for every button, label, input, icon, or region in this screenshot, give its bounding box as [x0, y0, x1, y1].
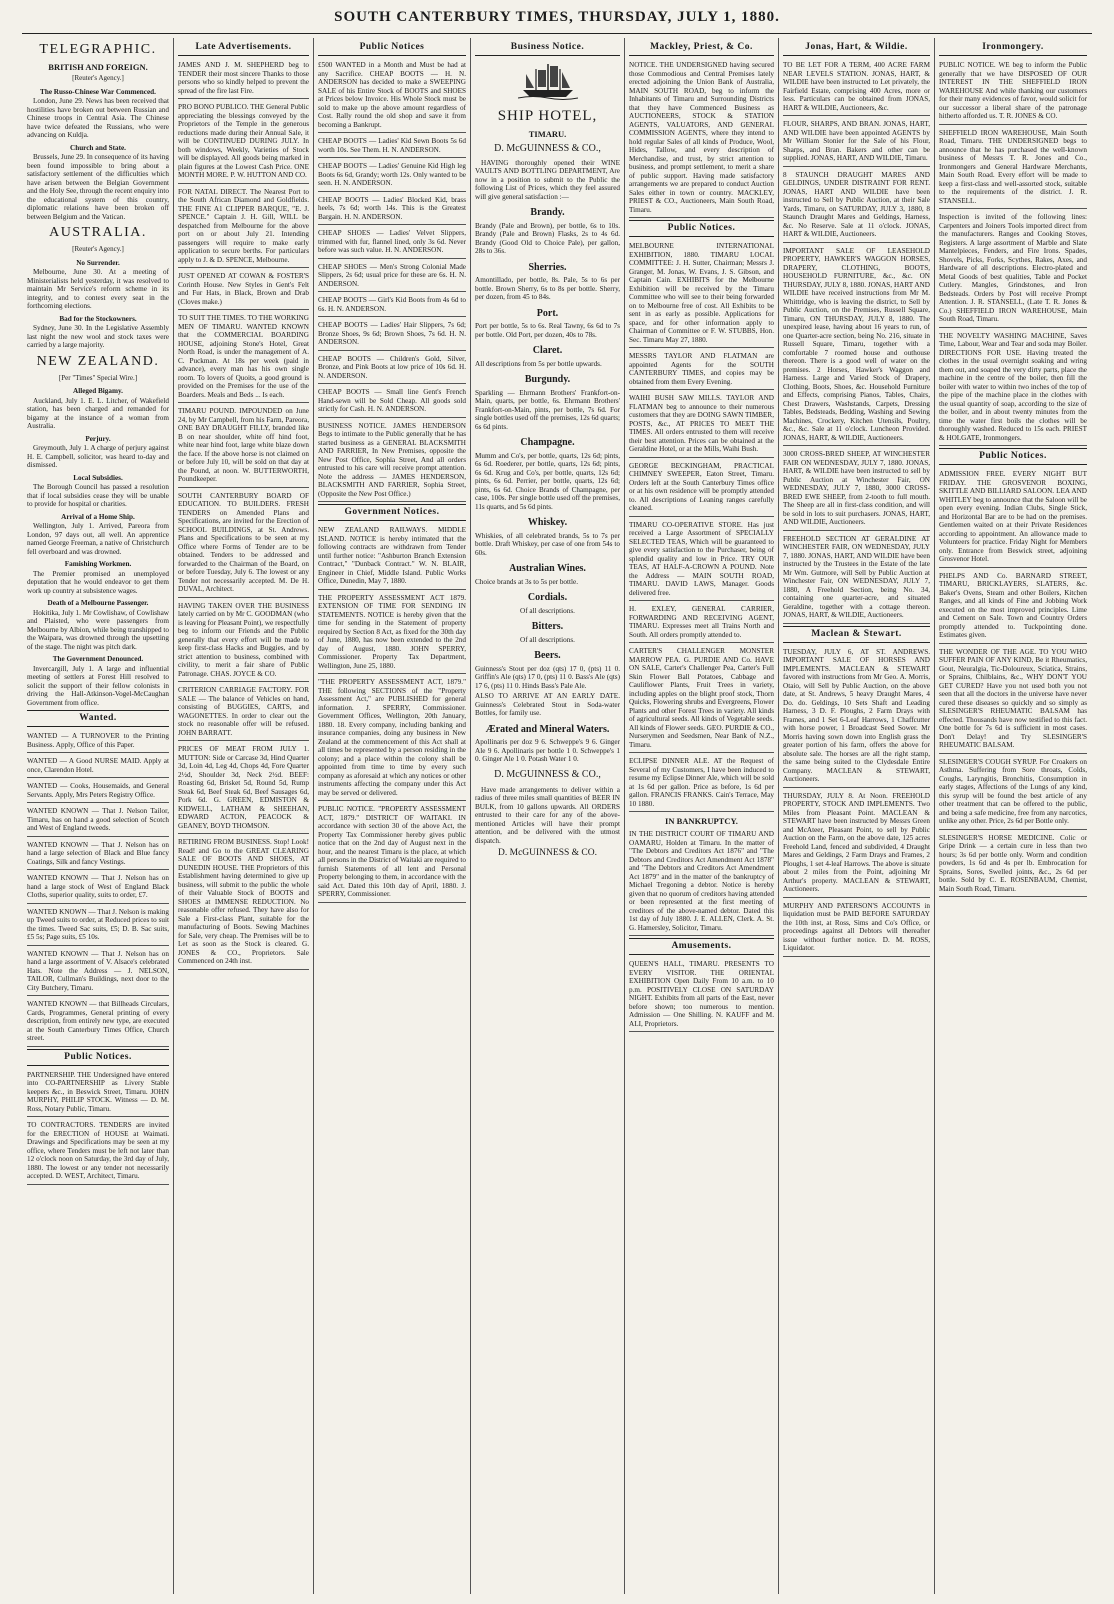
section-header-ironmongery: Ironmongery. — [939, 40, 1087, 56]
section-header-mackley-priest: Mackley, Priest, & Co. — [629, 40, 774, 56]
advertisement: CHEAP BOOTS — Girl's Kid Boots from 4s 6d to 6s. H. N. ANDERSON. — [318, 294, 466, 317]
classified-ad: WANTED — A TURNOVER to the Printing Business. Apply, Office of this Paper. — [27, 730, 169, 753]
advertisement: RETIRING FROM BUSINESS. Stop! Look! Read! and Go to the GREAT CLEARING SALE OF BOOTS AND SHOES, AT DUNEDIN HOUSE. THE Proprietors of this Establishment having determined to give up business, will submit to the public the whole of their Valuable Stock of BOOTS and SHOES at IMMENSE REDUCTION. No reasonable offer refused. They have also for Sale a First-class Plant, suitable for the manufacturing of Boots. Sewing Machines for Sale, very cheap. The Premises will be to Let as soon as the Stock is cleared. G. JONES & CO., Proprietors. Sale Commenced on 24th inst. — [178, 836, 309, 970]
masthead — [0, 0, 1114, 36]
delivery-paragraph: Have made arrangements to deliver within a radius of three miles small quantities of BEER IN BULK, from 10 gallons upwards. All ORDERS entrusted to their care for any of the above-mentioned Articles will have their prompt attention, and be delivered with the utmost dispatch. — [475, 785, 620, 845]
news-paragraph: Melbourne, June 30. At a meeting of Ministerialists held yesterday, it was resolved to maintain Mr Service's reform scheme in its integrity, and to contest every seat in the forthcoming elections. — [27, 268, 169, 310]
advertisement: 8 STAUNCH DRAUGHT MARES AND GELDINGS, UNDER DISTRAINT FOR RENT. JONAS, HART AND WILDIE have been instructed to Sell by Public Auction, at their Sale Yards, Timaru, on SATURDAY, JULY 3, 1880, 8 Staunch Draught Mares and Geldings, Harness, &c. No Reserve. Sale at 11 o'clock. JONAS, HART & WILDIE, Auctioneers. — [783, 169, 930, 243]
price-heading: Burgundy. — [524, 374, 571, 385]
hotel-name: SHIP HOTEL, — [497, 107, 598, 124]
advertisement: CHEAP BOOTS — Small line Gent's French Hand-sewn will be Sold Cheap. All goods sold strictly for Cash. H. N. ANDERSON. — [318, 386, 466, 418]
advertisement: CHEAP BOOTS — Ladies' Kid Sewn Boots 5s 6d worth 10s. See Them. H. N. ANDERSON. — [318, 135, 466, 158]
classified-ad: WANTED — Cooks, Housemaids, and General Servants. Apply, Mrs Peters Registry Office. — [27, 780, 169, 803]
section-header-maclean-stewart: Maclean & Stewart. — [783, 626, 930, 643]
news-paragraph: London, June 29. News has been received that hostilities have broken out between Russian and Chinese troops in Central Asia. The Chinese have twice defeated the Russians, who were advancing on Kuldja. — [27, 97, 169, 139]
advertisement: MELBOURNE INTERNATIONAL EXHIBITION, 1880. TIMARU LOCAL COMMITTEE: J. H. Sutter, Chairman; Messrs J. Granger, M. Jonas, W. Evans, J. S. Gibson, and Captain Cain. EXHIBITS for the Melbourne Exhibition will be received by the Timaru Committee who will see to their being forwarded on to Melbourne free of cost. All Exhibits to be sent in as early as possible. Applications for space, and for other information apply to Chairman of Committee or F. W. STUBBS, Hon. Sec. Timaru May 27, 1880. — [629, 240, 774, 348]
advertisement: TO BE LET FOR A TERM, 400 ACRE FARM NEAR LEVELS STATION. JONAS, HART, & WILDIE have been instructed to Let privately, the Fairfield Estate, comprising 400 Acres, more or less. Particulars can be obtained from JONAS, HART & WILDIE, Auctioneers, &c. — [783, 59, 930, 116]
price-heading: Port. — [536, 307, 559, 319]
news-paragraph: The Borough Council has passed a resolution that if local subsidies cease they will be unable to provide for hospital or charities. — [27, 483, 169, 508]
arrival-notice: ALSO TO ARRIVE AT AN EARLY DATE. Guinness's Celebrated Stout in Soda-water Bottles, for family use. — [475, 692, 620, 717]
section-header-public-notices: Public Notices. — [27, 1049, 169, 1066]
intro-paragraph: HAVING thoroughly opened their WINE VAULTS AND BOTTLING DEPARTMENT, Are now in a position to submit to the Public the following List of Prices, which they feel assured will give general satisfaction :— — [475, 158, 620, 201]
section-header-jonas-hart-wildie: Jonas, Hart, & Wildie. — [783, 40, 930, 56]
masthead-title: SOUTH CANTERBURY TIMES, THURSDAY, JULY 1, 1880. — [334, 9, 780, 25]
news-headline: Church and State. — [70, 143, 126, 152]
advertisement: IN THE DISTRICT COURT OF TIMARU AND OAMARU, Holden at Timaru. In the matter of "The Debtors and Creditors Act 1876" and "The Debtors and Creditors Act Amendment Act 1878" and "The Debtors and Creditors Act Amendment Act 1879" and in the matter of the bankruptcy of Michael Tregoning a debtor. Notice is hereby given that no quorum of creditors having attended or been represented at the first meeting of creditors of the above-named debtor. Dated this 1st day of July 1880. J. E. ALLEN, Clerk. A. St. G. Hamersley, Solicitor, Timaru. — [629, 828, 774, 936]
price-list: Port per bottle, 5s to 6s. Real Tawny, 6s 6d to 7s per bottle. Old Port, per dozen, 40s to 78s. — [475, 322, 620, 339]
news-headline: Bad for the Stockowners. — [59, 314, 137, 323]
news-headline: Famishing Workmen. — [64, 560, 132, 568]
advertisement: THE NOVELTY WASHING MACHINE, Saves Time, Labour, Wear and Tear and soda may Boiler. DIRECTIONS FOR USE. Having treated the clothes in the usual overnight soaking and wring them out, and soaped the very dirty parts, place the machine in the centre of the boiler, then fill the boiler with water to within two inches of the top of the pipe of the machine place in the clothes with the usual quantity of soap, according to the size of the boiler, and in about twenty minutes from the time the water first boils the clothes will be thoroughly washed. Reduced to 15s each. PRIEST & HOLGATE, Ironmongers. — [939, 330, 1087, 447]
hotel-town: TIMARU. — [528, 128, 567, 139]
price-list: Apollinaris per doz 9 6. Schweppe's 9 6. Ginger Ale 9 6. Apollinaris per bottle 1 0. Schweppe's 1 0. Ginger Ale 1 0. Potash Water 1 0. — [475, 738, 620, 763]
advertisement: HAVING TAKEN OVER THE BUSINESS lately carried on by Mr C. GOODMAN (who is leaving for Pleasant Point), we respectfully beg to inform our Friends and the Public generally that every effort will be made to keep first-class Hacks and Buggies, and by strict attention to business, combined with civility, to merit a fair share of Public Patronage. CHAS. JOYCE & CO. — [178, 600, 309, 683]
advertisement: SOUTH CANTERBURY BOARD OF EDUCATION. TO BUILDERS. FRESH TENDERS on Amended Plans and Specifications, are invited for the Erection of SCHOOL BUILDINGS, at St. Andrews. Plans and Specifications to be seen at my Office where Forms of Tender are to be obtained. Tenders to be addressed and forwarded to the Chairman of the Board, on or before Tuesday, July 6. The lowest or any Tender not necessarily accepted. M. De H. DUVAL, Architect. — [178, 490, 309, 598]
news-paragraph: Invercargill, July 1. A large and influential meeting of settlers at Forest Hill resolved to solicit the support of their fellow colonists in driving the Hall-Atkinson-Vogel-McCaughan Government from office. — [27, 664, 169, 707]
advertisement: WAIHI BUSH SAW MILLS. TAYLOR AND FLATMAN beg to announce to their numerous customers that they are DOING SAWN TIMBER, POSTS, &c., AT PRICES TO MEET THE TIMES. All orders entrusted to them will receive their best attention. Prices can be obtained at the Geraldine Hotel, or at the Mills, Waihi Bush. — [629, 392, 774, 458]
section-header-government-notices: Government Notices. — [318, 504, 466, 521]
section-title-australia: AUSTRALIA. — [49, 225, 147, 240]
advertisement: QUEEN'S HALL, TIMARU. PRESENTS TO EVERY VISITOR. THE ORIENTAL EXHIBITION Open Daily From 10 a.m. to 10 p.m. POSITIVELY CLOSE ON SATURDAY NIGHT. Exhibits from all parts of the East, never before shown; too numerous to mention. Admission — One Shilling. N. KAUFF and M. ALI, Proprietors. — [629, 958, 774, 1032]
column-divider — [778, 38, 779, 1594]
price-list: Of all descriptions. — [520, 606, 575, 615]
news-paragraph: Wellington, July 1. Arrived, Pareora from London, 97 days out, all well. An apprentice named George Freeman, a native of Christchurch fell overboard and was drowned. — [27, 522, 169, 556]
advertisement: SHEFFIELD IRON WAREHOUSE, Main South Road, Timaru. THE UNDERSIGNED begs to announce that he has purchased the well-known business of Messrs T. R. Jones and Co., Ironmongers and General Hardware Merchants, Main South Road. Every effort will be made to keep a first-class and well-assorted stock, suitable to the requirements of the district. J. R. STANSELL. — [939, 127, 1087, 210]
advertisement: MESSRS TAYLOR AND FLATMAN are appointed Agents for the SOUTH CANTERBURY TIMES, and copies may be obtained from them Every Evening. — [629, 350, 774, 390]
section-header-amusements: Amusements. — [629, 938, 774, 955]
government-notice: NEW ZEALAND RAILWAYS. MIDDLE ISLAND. NOTICE is hereby intimated that the following contracts are withdrawn from Tender until further notice: "Ashburton Branch Extension Contract," "Dunback Contract." W. N. BLAIR, Engineer in Chief, Middle Island. Public Works Office, Dunedin, May 7, 1880. — [318, 524, 466, 590]
advertisement: PRICES OF MEAT FROM JULY 1. MUTTON: Side or Carcase 3d, Hind Quarter 3d, Loin 4d, Leg 4d, Chops 4d, Fore Quarter 2½d, Shoulder 3d, Neck 2½d. BEEF: Roasting 6d, Brisket 5d, Round 5d, Rump Steak 6d, Beef Steak 6d, Beef Sausages 6d, Pork 6d. G. GREEN, EDMISTON & KIDWELL, LATHAM & SHEEHAN, EDWARD ACTON, PEACOCK & GEANEY, BOYD THOMSON. — [178, 743, 309, 834]
advertisement: FOR NATAL DIRECT. The Nearest Port to the South African Diamond and Goldfields. THE FINE A1 CLIPPER BARQUE, "E. J. SPENCE." Captain J. H. Gill, WILL be despatched from Melbourne for the above port on or about July 21. Intending passengers will require to make early application to secure berths. For particulars apply to J. & D. SPENCE, Melbourne. — [178, 186, 309, 269]
government-notice: THE PROPERTY ASSESSMENT ACT 1879. EXTENSION OF TIME FOR SENDING IN STATEMENTS. NOTICE is hereby given that the time for sending in the Statement of property required by Section 8 Act, as fixed for the 30th day of June, 1880, has now been extended to the 2nd day of August, 1880. JOHN SPERRY, Commissioner. Property Tax Department, Wellington, June 25, 1880. — [318, 592, 466, 675]
column-mackley-priest — [626, 38, 777, 1594]
advertisement: CHEAP BOOTS — Ladies' Genuine Kid High leg Boots 6s 6d, Grandy; worth 12s. Only wanted to be seen. H. N. ANDERSON. — [318, 160, 466, 192]
price-list: Brandy (Pale and Brown), per bottle, 6s to 10s. Brandy (Pale and Brown) Flasks, 2s to 4s 6d. Brandy (Good Old to Choice Pale), per gallon, 28s to 36s. — [475, 221, 620, 255]
news-headline: Death of a Melbourne Passenger. — [47, 599, 149, 607]
column-divider — [470, 38, 471, 1594]
column-divider — [624, 38, 625, 1594]
classified-ad: WANTED KNOWN — That J. Nelson has on hand a large selection of Black and Blue fancy Coatings, Silk and fancy Vestings. — [27, 839, 169, 871]
section-title-telegraphic: TELEGRAPHIC. — [39, 42, 157, 57]
news-paragraph: Brussels, June 29. In consequence of its having been found impossible to bring about a satisfactory settlement of the difficulties which have arisen between the Belgian Government and the Holy See, through the recent enquiry into the educational system of this country, diplomatic relations have been broken off between Belgium and the Vatican. — [27, 153, 169, 221]
news-headline: The Russo-Chinese War Commenced. — [40, 87, 156, 96]
advertisement: PHELPS AND Co. BARNARD STREET, TIMARU, BRICKLAYERS, SLATERS, &c. Baker's Ovens, Steam and other Boilers, Kitchen Ranges, and all kinds of Fine and Jobbing Work executed on the most improved principles. Lime and Cement on Sale. Town and Country Orders promptly attended to. Tuckpointing done. Estimates given. — [939, 570, 1087, 644]
price-heading: Beers. — [534, 650, 561, 661]
price-list: Of all descriptions. — [520, 635, 575, 644]
advertisement: THE WONDER OF THE AGE. TO YOU WHO SUFFER PAIN OF ANY KIND, Be it Rheumatics, Gout, Neuralgia, Tic-Doloureux, Sciatica, Strains, or Sprains, Chilblains, &c., WHY DON'T YOU GET CURED? Have you not used both you not seen that all the doctors in the universe have never cured these diseases so quickly and so simply as SLESINGER'S RHEUMATIC BALSAM has effected. Thousands have now testified to this fact. One bottle for 7s 6d is sufficient in most cases. Don't Delay! and Try SLESINGER'S RHEUMATIC BALSAM. — [939, 646, 1087, 754]
advertisement: TIMARU CO-OPERATIVE STORE. Has just received a Large Assortment of SPECIALLY SELECTED TEAS, Which will be guaranteed to give every satisfaction to the Purchaser, being of splendid quality and low in Price. TRY OUR TEAS, AT HALF-A-CROWN A POUND. Note the Address — MAIN SOUTH ROAD, TIMARU. DAVID LAWS, Manager. Goods delivered free. — [629, 519, 774, 602]
column-divider — [313, 38, 314, 1594]
column-divider — [934, 38, 935, 1594]
column-divider — [173, 38, 174, 1594]
advertisement: MURPHY AND PATERSON'S ACCOUNTS in liquidation must be PAID BEFORE SATURDAY the 10th inst, at Ross, Sims and Co's Office, or proceedings against all Debtors will thereafter issue without further notice. D. M. ROSS, Liquidator. — [783, 900, 930, 957]
advertisement: NOTICE. THE UNDERSIGNED having secured those Commodious and Central Premises lately erected adjoining the Union Bank of Australia, MAIN SOUTH ROAD, beg to inform the Inhabitants of Timaru and Surrounding Districts that they have Commenced Business as AUCTIONEERS, STOCK & STATION AGENTS, VALUATORS, AND GENERAL COMMISSION AGENTS, where they intend to hold regular Sales of all kinds of Produce, Wool, Hides, Tallow, and every description of Merchandise, and trust, by strict attention to business, and prompt settlement, to merit a share of public support. Having made satisfactory arrangements we are prepared to conduct Auction Sales either in town or country. MACKLEY, PRIEST & CO., Auctioneers, Main South Road, Timaru. — [629, 59, 774, 218]
advertisement: CHEAP BOOTS — Ladies' Hair Slippers, 7s 6d; Bronze Shoes, 9s 6d; Brown Shoes, 7s 6d. H. N. ANDERSON. — [318, 319, 466, 351]
government-notice: PUBLIC NOTICE. "PROPERTY ASSESSMENT ACT, 1879." DISTRICT OF WAITAKI. IN accordance with section 30 of the above Act, the Property Tax Commissioner hereby gives public notice that on the 2nd day of August next in the hour, and the nearest Timaru is the place, at which all persons in the District of Waitaki are required to furnish Statements of all lent and Personal Property belonging to them, in accordance with the said Act. Dated this 10th day of April, 1880. J. SPERRY, Commissioner. — [318, 803, 466, 903]
section-header-public-notices: Public Notices. — [629, 220, 774, 237]
column-telegraphic — [24, 38, 172, 1594]
section-header-public-notices: Public Notices — [318, 40, 466, 56]
price-heading: Claret. — [532, 345, 563, 356]
closing-owner: D. McGUINNESS & CO., — [494, 768, 601, 780]
agency-line: [Per "Times" Special Wire.] — [58, 373, 138, 382]
news-headline: Arrival of a Home Ship. — [61, 512, 135, 521]
advertisement: THURSDAY, JULY 8. At Noon. FREEHOLD PROPERTY, STOCK AND IMPLEMENTS. Two Miles from Pleasant Point. MACLEAN & STEWART have been instructed by Messrs Green and McAteer, Pleasant Point, to sell by Public Auction on the Farm, on the above date, 125 acres Freehold Land, fenced and subdivided, 4 Draught Mares and Geldings, 2 Farm Drays and Frames, 2 Ploughs, 1 set 4-leaf Harrows. The above is situate about 2 miles from the Point, adjoining Mr Arthur's property. MACLEAN & STEWART, Auctioneers. — [783, 790, 930, 898]
advertisement: JUST OPENED AT COWAN & FOSTER'S Corinth House. New Styles in Gent's Felt and Fur Hats, in Black, Brown and Drab (Cloves make.) — [178, 270, 309, 310]
advertisement: CARTER'S CHALLENGER MONSTER MARROW PEA. G. PURDIE AND Co. HAVE ON SALE, Carter's Challenger Pea, Carter's Full Skin Flower Ball Potatoes, Cabbage and Cauliflower Plants, Fruit Trees in variety, including apples on the blight proof stock, Thorn Quicks, Flowering shrubs and Evergreens, Flower Plants and other Forest Trees in variety. All kinds of agricultural seeds. All kinds of Vegetable seeds. All kinds of Flower seeds. GEO. PURDIE & CO., Nurserymen and Seedsmen, Near Bank of N.Z., Timaru. — [629, 645, 774, 753]
classified-ad: WANTED KNOWN — that Billheads Circulars, Cards, Programmes, General printing of every description, from entirely new type, are executed at the South Canterbury Times Office, Church street. — [27, 998, 169, 1047]
price-list: All descriptions from 5s per bottle upwards. — [475, 359, 602, 368]
news-paragraph: Sydney, June 30. In the Legislative Assembly last night the new wool and stock taxes were carried by a large majority. — [27, 324, 169, 349]
bankruptcy-heading: IN BANKRUPTCY. — [665, 816, 738, 826]
price-list: Choice brands at 3s to 5s per bottle. — [475, 577, 579, 586]
price-heading: Bitters. — [531, 621, 564, 632]
news-headline: Perjury. — [85, 434, 111, 443]
advertisement: CHEAP BOOTS — Ladies' Blocked Kid, brass heels, 7s 6d; worth 14s. This is the Greatest Bargain. H. N. ANDERSON. — [318, 194, 466, 226]
column-jonas-hart-wildie — [780, 38, 933, 1594]
advertisement: TUESDAY, JULY 6, AT ST. ANDREWS. IMPORTANT SALE OF HORSES AND IMPLEMENTS. MACLEAN & STEWART favored with instructions from Mr Geo. A. Morris, Otaio, will Sell by Public Auction, on the above date, at St. Andrews, 5 heavy Draught Mares, 4 Do. do. Geldings, 10 Sets Shaft and Leading Harness, 3 D. F. Ploughs, 2 Farm Drays with Frames, and 1 Set 6-Leaf Harrows, 1 Chaffcutter with horse power, 1 Broadcast Seed Sower. Mr Morris having sown down into English grass the greater portion of his farm, offers the above for absolute sale. The horses are all the right stamp, the same being suited to the Clydesdale Entire Company. MACLEAN & STEWART, Auctioneers. — [783, 646, 930, 788]
advertisement: £500 WANTED in a Month and Must be had at any Sacrifice. CHEAP BOOTS — H. N. ANDERSON has decided to make a SWEEPING SALE of his Entire Stock of BOOTS and SHOES at Prices below Invoice. His Whole Stock must be sold to make up the above amount regardless of Cost. Rally round the old shop and save it from becoming a Bankrupt. — [318, 59, 466, 133]
section-header-late-ads: Late Advertisements. — [178, 40, 309, 56]
classified-ad: WANTED KNOWN — That J. Nelson has on hand a large assortment of V. Alsace's celebrated Hats. Note the Address — J. NELSON, TAILOR, Cullman's Buildings, next door to the City Butchery, Timaru. — [27, 948, 169, 997]
ship-icon — [475, 60, 620, 103]
masthead-rule — [22, 33, 1092, 34]
agency-line: [Reuter's Agency.] — [72, 74, 124, 82]
advertisement: IMPORTANT SALE OF LEASEHOLD PROPERTY, HAWKER'S WAGGON HORSES, DRAPERY, CLOTHING, BOOTS, HOUSEHOLD FURNITURE, &c., &c. ON THURSDAY, JULY 8, 1880. JONAS, HART AND WILDIE have received instructions from Mr M. Whittridge, who is leaving the district, to Sell by Public Auction, on the Premises, Russell Square, Timaru, ON THURSDAY, JULY 8, 1880. The unexpired lease, having about 16 years to run, of one Quarter-acre section, being No. 216, situate in Russell Square, Timaru, together with a comfortable 7 roomed house and outhouse thereon. There is a good well of water on the premises. 2 Horses, Hawker's Waggon and Harness. Large and Varied Stock of Drapery, Clothing, Boots, Shoes, &c. Household Furniture and Effects, comprising Pianos, Tables, Chairs, Chest Drawers, Washstands, Carpets, Dressing Tables, Bedsteads, Bedding, Washing and Sewing Machines, Crockery, Kitchen Utensils, Poultry, &c., &c. Sale at 11 o'clock. Luncheon Provided. JONAS, HART, & WILDIE, Auctioneers. — [783, 245, 930, 447]
advertisement: GEORGE BECKINGHAM, PRACTICAL CHIMNEY SWEEPER, Eaton Street, Timaru. Orders left at the South Canterbury Times office or at his own residence will be promptly attended to. All descriptions of Leaning ranges carefully cleaned. — [629, 460, 774, 517]
price-heading: Sherries. — [528, 261, 567, 273]
advertisement: PUBLIC NOTICE. WE beg to inform the Public generally that we have DISPOSED OF OUR INTEREST IN THE SHEFFIELD IRON WAREHOUSE And while thanking our customers for their many evidences of favor, would solicit for our successor a liberal share of the patronage hitherto afforded us. T. R. JONES & CO. — [939, 59, 1087, 125]
section-subtitle-british: BRITISH AND FOREIGN. — [48, 62, 148, 72]
price-heading: Whiskey. — [527, 517, 568, 528]
advertisement: JAMES AND J. M. SHEPHERD beg to TENDER their most sincere Thanks to those persons who so kindly helped to prevent the spread of the fire last Fire. — [178, 59, 309, 99]
advertisement: ECLIPSE DINNER ALE. AT the Request of Several of my Customers, I have been induced to resume my Eclipse Dinner Ale, which will be sold at 1s 6d per gallon. Price as before, 1s 6d per gallon. FRANCIS FRANKS. Cain's Terrace, May 10 1880. — [629, 755, 774, 812]
news-paragraph: Auckland, July 1. E. L. Litcher, of Wakefield station, has been charged and remanded for bigamy at the instance of a woman from Australia. — [27, 396, 169, 430]
column-late-advertisements — [175, 38, 312, 1594]
advertisement: 3000 CROSS-BRED SHEEP, AT WINCHESTER FAIR ON WEDNESDAY, JULY 7, 1880. JONAS, HART, & WILDIE have been instructed to sell by Public Auction at Winchester Fair, ON WEDNESDAY, JULY 7, 1880, 3000 CROSS-BRED EWE SHEEP, from 2-tooth to full mouth. The Sheep are all in first-class condition, and will be sold in lots to suit purchasers. JONAS, HART, AND WILDIE, Auctioneers. — [783, 448, 930, 531]
news-paragraph: Greymouth, July 1. A charge of perjury against H. E. Campbell, solicitor, was heard to-day and dismissed. — [27, 444, 169, 469]
section-title-new-zealand: NEW ZEALAND. — [36, 353, 160, 369]
classified-ad: WANTED KNOWN — That J. Nelson is making up Tweed suits to order, at Reduced prices to suit the times. Tweed Sac suits, £5; D. B. Sac suits, £5 5s; Page suits, £5 10s. — [27, 906, 169, 946]
price-list: Amontillado, per bottle, 8s. Pale, 5s to 6s per bottle. Brown Sherry, 6s to 8s per bottle. Sherry, per dozen, from 45 to 84s. — [475, 276, 620, 301]
government-notice: "THE PROPERTY ASSESSMENT ACT, 1879." THE following SECTIONS of the "Property Assessment Act," are PUBLISHED for general information. J. SPERRY, Commissioner. Government Offices, Wellington, 20th January, 1880. 18. Every company, including banking and insurance companies, doing any business in New Zealand at the commencement of this Act shall at all times be represented by a person residing in the colony; and a place within the colony shall be appointed from time to time by every such company as aforesaid at which any notices or other instruments affecting the company under this Act may be served or delivered. — [318, 676, 466, 801]
advertisement: CRITERION CARRIAGE FACTORY. FOR SALE — The balance of Vehicles on hand, consisting of BUGGIES, CARTS, and WAGONETTES. In order to clear out the stock no reasonable offer will be refused. JOHN BARRATT. — [178, 684, 309, 741]
advertisement: CHEAP BOOTS — Children's Gold, Silver, Bronze, and Pink Boots at low price of 10s 6d. H. N. ANDERSON. — [318, 353, 466, 385]
price-list: Whiskies, of all celebrated brands, 5s to 7s per bottle. Draft Whiskey, per case of one from 54s to 60s. — [475, 531, 620, 557]
price-list: Sparkling — Ehrmann Brothers' Frankfort-on-Main, quarts, per bottle, 6s. Ehrmann Brothers' Frankfort-on-Main, pints, per bottle, 7s 6d. For single bottles used off the premises, 12s 6d quarts; 6s 6d pints. — [475, 388, 620, 431]
section-header-public-notices: Public Notices. — [939, 448, 1087, 465]
advertisement: Inspection is invited of the following lines: Carpenters and Joiners Tools imported direct from the manufacturers. Ranges and Cooking Stoves, Registers. A large assortment of Marble and Slate Mantelpieces, Fenders, and Fire Irons. Spades, Shovels, Picks, Forks, Scythes, Rakes, Axes, and Hardware of all descriptions. Electro-plated and Metal Goods of best qualities, Table and Pocket Cutlery. Mangles, Grindstones, and Iron Bedsteads. Orders by Post will receive Prompt Attention. J. R. STANSELL, (Late T. R. Jones & Co.) SHEFFIELD IRON WAREHOUSE, Main South Road, Timaru. — [939, 211, 1087, 328]
section-header-business-notice: Business Notice. — [475, 40, 620, 56]
price-list: Guinness's Stout per doz (qts) 17 0, (pts) 11 0. Griffin's Ale (qts) 17 0, (pts) 11 0. Bass's Ale (qts) 17 6, (pts) 11 0. Hinds Bass's Pale Ale. — [475, 664, 620, 690]
advertisement: TIMARU POUND. IMPOUNDED on June 24, by Mr Campbell, from his Farm, Pareora, ONE BAY DRAUGHT FILLY, branded like B on near shoulder, white off hind foot, white near hind foot, large white blaze down the face. If the above horse is not claimed on or before July 10, will be sold on that day at the Pound, at noon. W. BUTTERWORTH, Poundkeeper. — [178, 405, 309, 488]
price-heading: Ærated and Mineral Waters. — [485, 723, 610, 735]
public-notice: TO CONTRACTORS. TENDERS are invited for the ERECTION of HOUSE at Waimati. Drawings and Specifications may be seen at my office, where Tenders must be left not later than 12 o'clock noon on Saturday, the 3rd day of July, 1880. The lowest or any tender not necessarily accepted. D. WEST, Architect, Timaru. — [27, 1119, 169, 1185]
classified-ad: WANTED KNOWN — That J. Nelson Tailor, Timaru, has on hand a good selection of Scotch and West of England tweeds. — [27, 805, 169, 837]
price-heading: Brandy. — [530, 207, 565, 218]
advertisement: SLESINGER'S COUGH SYRUP. For Croakers on Asthma. Suffering from Sore throats, Colds, Coughs, Laryngitis, Bronchitis, Consumption in early stages, Affections of the Lungs of any kind, this syrup will be found the best article of any other treatment that can be offered to the public, and being a safe medicine, free from any narcotics, unlike any other. Price, 2s 6d per Bottle only. — [939, 756, 1087, 830]
advertisement: PRO BONO PUBLICO. THE General Public appreciating the blessings conveyed by the Proprietors of the Temple in the generous reductions made during their Annual Sale, it will be CONTINUED DURING JULY. In both windows, Weekly, Varieties of Stock will be displayed. All goods being marked in plain figures at the Lowest Cash Price. ONE MONTH MORE. P. W. HUTTON AND CO. — [178, 101, 309, 184]
price-list: Mumm and Co's, per bottle, quarts, 12s 6d; pints, 6s 6d. Roederer, per bottle, quarts, 12s 6d; pints, 6s 6d. Krug and Co's, per bottle, quarts, 12s 6d; pints, 6s 6d. Perrier, per bottle, quarts, 12s 6d; pints, 6s 6d. Choice Brands of Champagne, per case, 100s. Per single bottle used off the premises, 11s quarts, and 5s 6d pints. — [475, 451, 620, 511]
column-business-notice — [472, 38, 623, 1594]
advertisement: SLESINGER'S HORSE MEDICINE. Colic or Gripe Drink — a certain cure in less than two hours; 3s 6d per bottle only. Worm and condition powders, 1s 6d and 4s per lb. Embrocation for Sprains, Sores, Swelled joints, &c., 2s 6d per bottle. Sold by C. E. ROSENBAUM, Chemist, Main South Road, Timaru. — [939, 832, 1087, 898]
agency-line: [Reuter's Agency.] — [72, 245, 124, 253]
advertisement: TO SUIT THE TIMES. TO THE WORKING MEN OF TIMARU. WANTED KNOWN that the COMMERCIAL BOARDING HOUSE, adjoining Stone's Hotel, Great North Road, is under the management of A. C. Puckman. At 18s per week (paid in advance), every man has his own single room. To lovers of Quoits, a good ground is provided on the Premises for the use of the Boarders. Meals and Beds ... Is each. — [178, 312, 309, 403]
advertisement: BUSINESS NOTICE. JAMES HENDERSON Begs to intimate to the Public generally that he has started business as a GENERAL BLACKSMITH AND FARRIER, In New Premises, opposite the New Post Office, Sophia Street, And all orders entrusted to his care will receive prompt attention. Note the address — JAMES HENDERSON, BLACKSMITH AND FARRIER, Sophia Street, (Opposite the New Post Office.) — [318, 420, 466, 503]
news-paragraph: Hokitika, July 1. Mr Cowlishaw, of Cowlishaw and Plaisted, who were passengers from Melbourne by Albion, while being transhipped to the Waipara, was drowned through the upsetting of the stage. The night was pitch dark. — [27, 608, 169, 651]
advertisement: FREEHOLD SECTION AT GERALDINE AT WINCHESTER FAIR, ON WEDNESDAY, JULY 7, 1880. JONAS, HART, AND WILDIE have been instructed by the Trustees in the Estate of the late Mr Wm. Gutmore, will Sell by Public Auction at Winchester Fair, ON WEDNESDAY, JULY 7, 1880, A Freehold Section, being No. 34, containing one quarter-acre, and situated Geraldine, together with a cottage thereon. JONAS, HART, & WILDIE, Auctioneers. — [783, 533, 930, 624]
advertisement: FLOUR, SHARPS, AND BRAN. JONAS, HART, AND WILDIE have been appointed AGENTS by Mr William Stonier for the Sale of his Flour, Sharps, and Bran. Bakers and other can be supplied. JONAS, HART, AND WILDIE, Timaru. — [783, 118, 930, 167]
classified-ad: WANTED KNOWN — That J. Nelson has on hand a large stock of West of England Black Cloths, superior quality, suits to order, £7. — [27, 872, 169, 904]
hotel-owner: D. McGUINNESS & CO., — [494, 142, 601, 154]
advertisement: CHEAP SHOES — Ladies' Velvet Slippers, trimmed with fur, flannel lined, only 3s 6d. Never before was such value. H. N. ANDERSON. — [318, 227, 466, 259]
classified-ad: WANTED — A Good NURSE MAID. Apply at once, Clarendon Hotel. — [27, 755, 169, 778]
column-public-notices — [315, 38, 469, 1594]
news-headline: Local Subsidies. — [73, 473, 123, 482]
news-paragraph: The Premier promised an unemployed deputation that he would endeavor to get them work up country at subsistence wages. — [27, 569, 169, 595]
column-ironmongery — [936, 38, 1090, 1594]
news-headline: The Government Denounced. — [52, 655, 144, 663]
price-heading: Cordials. — [527, 592, 568, 603]
news-headline: Alleged Bigamy. — [73, 387, 123, 395]
advertisement: ADMISSION FREE. EVERY NIGHT BUT FRIDAY. THE GROSVENOR BOXING, SKITTLE AND BILLIARD SALOON. LEA AND WHITLEY beg to announce that the Saloon will be open every evening. Indian Clubs, Single Stick, and Horizontal Bar are to be had on the premises. Gentlemen waited on at their Private Residences according to appointment. An allowance made to Volunteers for practice. Friday Night for Members only. Entrance from Beswick street, adjoining Grosvenor Hotel. — [939, 468, 1087, 568]
price-heading: Australian Wines. — [509, 563, 586, 574]
price-heading: Champagne. — [520, 437, 575, 448]
section-header-wanted: Wanted. — [27, 710, 169, 727]
closing-signature: D. McGUINNESS & CO. — [498, 848, 597, 858]
advertisement: CHEAP SHOES — Men's Strong Colonial Made Slippers, 2s 6d; usual price for these are 6s. H. N. ANDERSON. — [318, 261, 466, 293]
advertisement: H. EXLEY, GENERAL CARRIER, FORWARDING AND RECEIVING AGENT, TIMARU. Expresses meet all Trains North and South. All orders promptly attended to. — [629, 603, 774, 643]
public-notice: PARTNERSHIP. THE Undersigned have entered into CO-PARTNERSHIP as Livery Stable keepers &c., in Beswick Street, Timaru. JOHN MURPHY, PHILIP STOCK. Witness — D. M. Ross, Notary Public, Timaru. — [27, 1069, 169, 1118]
news-headline: No Surrender. — [76, 258, 120, 267]
